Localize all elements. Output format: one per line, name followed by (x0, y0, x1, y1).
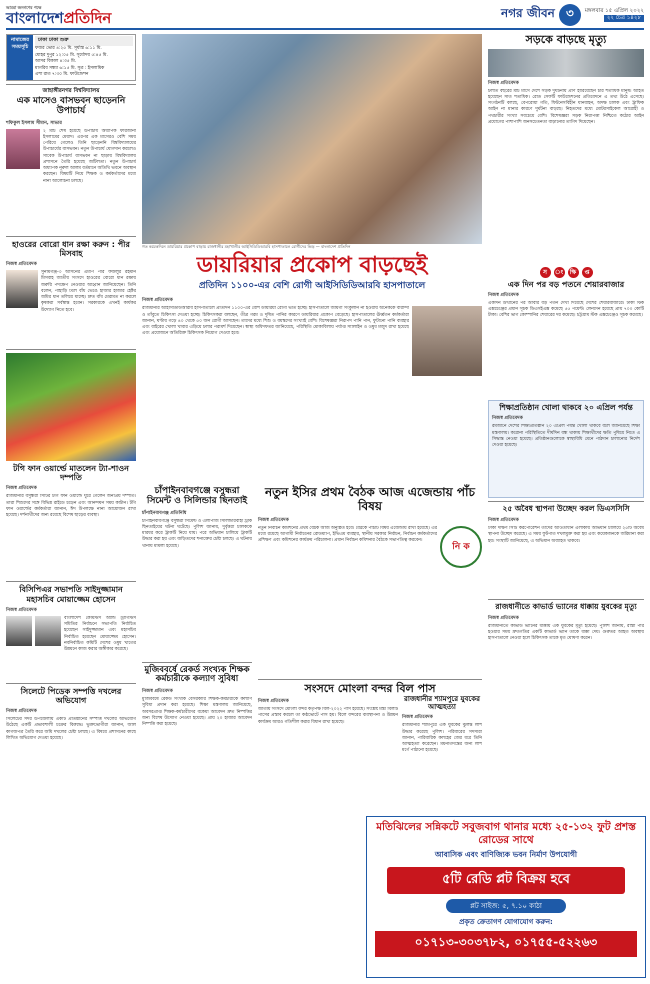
prayer-row: যোহর দুপুর ১২:০৫ মি. সূর্যোদয় ৫:৪৫ মি. (35, 52, 108, 58)
fun-world-photo (6, 353, 136, 461)
article-body: চাঁপাইনবাবগঞ্জে বসুন্ধরা সিমেন্ট ও এলপিজি সিলিন্ডারবাহী ট্রাক ছিনতাইয়ের ঘটনা ঘটেছে। পুলিশ জানায়, দুর্বৃত্তরা চালককে মারধর করে ট্রাকটি নিয়ে যায়। পরে অভিযান চালিয়ে ট্রাকটি উদ্ধার করা হয় এবং জড়িতদের শনাক্তের চেষ্টা চলছে। এ ঘটনায় থানায় মামলা হয়েছে। (142, 518, 252, 549)
prayer-row: ফজর ভোর ৪:২৫ মি. সূর্যাস্ত ৬:১১ মি. (35, 46, 102, 51)
article-headline[interactable]: নতুন ইসির প্রথম বৈঠক আজ এজেন্ডায় পাঁচ বিষয় (265, 485, 475, 513)
article-body: জাতীয় সংসদে মোংলা বন্দর কর্তৃপক্ষ বিল-২০২২ পাস হয়েছে। সংশ্লিষ্ট মন্ত্রী বিলটি পাসের প্রস্তাব করলে তা কণ্ঠভোটে পাস হয়। বিলে বন্দরের ব্যবস্থাপনা ও উন্নয়ন কার্যক্রম আরও গতিশীল করার বিধান রাখা হয়েছে। (258, 707, 398, 725)
ad-subheadline: আবাসিক এবং বাণিজ্যিক ভবন নির্মাণ উপযোগী (434, 850, 578, 860)
article-byline: নিজস্ব প্রতিবেদক (492, 416, 523, 422)
article-byline: নিজস্ব প্রতিবেদক (488, 615, 519, 621)
ad-contact-label: প্রকৃত ক্রেতাগণ যোগাযোগ করুন: (459, 918, 553, 927)
article-body: রাজধানীতে কাভার্ড ভ্যানের ধাক্কায় এক যুবকের মৃত্যু হয়েছে। পুলিশ জানায়, রাস্তা পার হওয়ার সময় দ্রুতগতির একটি কাভার্ড ভ্যান তাকে ধাক্কা দেয়। গুরুতর আহত অবস্থায় হাসপাতালে নেওয়া হলে চিকিৎসক তাকে মৃত ঘোষণা করেন। (488, 623, 644, 642)
inset-photo (412, 306, 482, 376)
article-headline[interactable]: এক মাসেও বাসভবন ছাড়েননি উপাচার্য (16, 96, 126, 117)
right-column (488, 34, 644, 670)
article-byline: নিজস্ব প্রতিবেদক (488, 292, 519, 298)
article-body: রাজধানীর আইসিডিডিআরবি হাসপাতালে প্রতিদিন ১১০০-এর বেশি ডায়রিয়া রোগী ভর্তি হচ্ছে। হাসপাতালে জায়গা সংকুলান না হওয়ায় অনেককে বারান্দা ও তাঁবুতে চিকিৎসা দেওয়া হচ্ছে। চিকিৎসকরা বলছেন, তীব্র গরম ও দূষিত পানির কারণে ডায়রিয়ার প্রকোপ বেড়েছে। হাসপাতালের ঊর্ধ্বতন কর্মকর্তারা জানান, ঘণ্টায় গড়ে ৪০ থেকে ৫০ জন রোগী আসছেন। তাদের মধ্যে শিশু ও বয়স্কদের সংখ্যাই বেশি। বিশেষজ্ঞরা নিরাপদ পানি পান, ফুটানো পানি ব্যবহার এবং বাইরের খোলা খাবার এড়িয়ে চলার পরামর্শ দিয়েছেন। স্বাস্থ্য অধিদফতর জানিয়েছে, পরিস্থিতি মোকাবিলায় পর্যাপ্ত স্যালাইন ও ওষুধ মজুদ রাখা হয়েছে এবং প্রয়োজনে অতিরিক্ত চিকিৎসক নিয়োগ দেওয়া হবে। (142, 306, 409, 337)
left-column (6, 34, 136, 791)
article-byline: নিজস্ব প্রতিবেদক (258, 517, 289, 523)
article-byline: নিজস্ব প্রতিবেদক (258, 699, 289, 705)
article-byline: শফিকুল ইসলাম সীমান, সাভার (6, 120, 62, 126)
article-byline: নিজস্ব প্রতিবেদক (488, 518, 519, 524)
article-headline[interactable]: এক দিন পর বড় পতনে শেয়ারবাজার (507, 279, 625, 289)
brief-letter: স (540, 267, 551, 278)
date-main: মঙ্গলবার ১৫ এপ্রিল ২০২২ (584, 7, 644, 14)
sub-column-2 (258, 486, 482, 807)
brief-news-banner (488, 267, 644, 278)
prayer-times-box (6, 34, 136, 81)
article-headline[interactable]: সিলেটে পিডেক সম্পত্তি দখলের অভিযোগ (20, 686, 122, 706)
article-headline[interactable]: চাঁপাইনবাবগঞ্জে বসুন্ধরা সিমেন্ট ও সিলিন্ডার ছিনতাই (146, 486, 248, 507)
article-byline: নিজস্ব প্রতিবেদক (6, 486, 37, 492)
article-body: মুজিববর্ষে রেকর্ড সংখ্যক বেসরকারি শিক্ষক-কর্মচারীকে কল্যাণ সুবিধা প্রদান করা হয়েছে। শিক্ষা মন্ত্রণালয় জানিয়েছে, অবসরপ্রাপ্ত শিক্ষক-কর্মচারীদের বকেয়া আবেদন দ্রুত নিষ্পত্তির জন্য বিশেষ উদ্যোগ নেওয়া হয়েছে। প্রায় ২০ হাজার আবেদন নিষ্পত্তি করা হয়েছে। (142, 697, 252, 728)
portrait-photo (35, 616, 61, 646)
masthead (6, 4, 644, 30)
article-body: নতুন নির্বাচন কমিশনের প্রথম বৈঠক আজ অনুষ্ঠিত হবে। বৈঠকে পাঁচটি বিষয় এজেন্ডায় রাখা হয়েছে। এর মধ্যে রয়েছে আগামী নির্বাচনের রোডম্যাপ, ইভিএম ব্যবহার, স্থানীয় সরকার নির্বাচন, নির্বাচন কর্মকর্তাদের প্রশিক্ষণ এবং কমিশনের কার্যক্রম পরিচালনা। প্রধান নির্বাচন কমিশনার বৈঠকে সভাপতিত্ব করবেন। (258, 525, 437, 544)
logo-main: বাংলাদেশ (6, 9, 64, 27)
sub-column-1 (142, 486, 252, 837)
article-body: ২ মার্চ শেষ হয়েছে উপাচার্য অধ্যাপক ফারজানা ইসলামের মেয়াদ। এরপর এক মাসেরও বেশি সময় পেরিয়ে গেলেও তিনি ছাড়েননি বিশ্ববিদ্যালয়ের উপাচার্যের বাসভবন। নতুন উপাচার্য যোগদান করলেও সাবেক উপাচার্য বাসভবন না ছাড়ায় বিশ্ববিদ্যালয় প্রশাসনে তৈরি হয়েছে জটিলতা। নতুন উপাচার্য অধ্যাপক নূরুল আলম বর্তমানে অতিথি ভবনে অবস্থান করছেন। বিষয়টি নিয়ে শিক্ষক ও কর্মকর্তাদের মধ্যে নানা আলোচনা চলছে। (43, 128, 136, 184)
article-headline[interactable]: বিসিপিএর সভাপতি সাইদুজ্জামান মহাসচিব মোয়াজ্জেম হোসেন (19, 585, 123, 604)
article-byline: নিজস্ব প্রতিবেদক (142, 298, 173, 304)
lead-headline[interactable]: ডায়রিয়ার প্রকোপ বাড়ছেই (196, 253, 428, 279)
highlight-box (488, 400, 644, 499)
prayer-row: আসর বিকাল ৪:৩৫ মি. (35, 59, 77, 65)
article-headline[interactable]: মুজিববর্ষে রেকর্ড সংখ্যক শিক্ষক কর্মচারীকে কল্যাণ সুবিধা (144, 664, 250, 685)
brief-letter: ং (554, 268, 564, 276)
article-body: সুনামগঞ্জ-৩ আসনের এমপি পীর ফজলুর রহমান মিসবাহ জাতীয় সংসদে হাওরের বোরো ধান রক্ষায় জরুরি পদক্ষেপ নেওয়ার আহ্বান জানিয়েছেন। তিনি বলেন, পাহাড়ি ঢলে বাঁধ ভেঙে হাজার হাজার হেক্টর জমির ধান তলিয়ে যাচ্ছে। দ্রুত বাঁধ মেরামত না করলে কৃষকরা সর্বস্বান্ত হবেন। সরকারকে এখনই কার্যকর উদ্যোগ নিতে হবে। (41, 270, 136, 313)
article-byline: নিজস্ব প্রতিবেদক (488, 80, 519, 86)
ad-headline: মতিঝিলের সন্নিকটে সবুজবাগ থানার মধ্যে ২৫-১৩২ ফুট প্রশস্ত রোডের সাথে (371, 821, 641, 846)
road-photo (488, 49, 644, 77)
hospital-photo (142, 34, 482, 244)
article-headline[interactable]: সড়কে বাড়ছে মৃত্যু (525, 33, 607, 46)
newspaper-logo[interactable] (6, 6, 111, 28)
prayer-row: মাগরিব সন্ধ্যা ৬:১৫ মি. সূত্র : ইসলামিক (35, 65, 105, 71)
plot-sale-advertisement[interactable] (366, 816, 646, 978)
article-body: রাজধানীর শ্যামপুরে এক যুবকের ঝুলন্ত লাশ উদ্ধার করেছে পুলিশ। পরিবারের সদস্যরা জানান, পারিবারিক কলহের জের ধরে তিনি আত্মহত্যা করেছেন। ময়নাতদন্তের জন্য লাশ মর্গে পাঠানো হয়েছে। (402, 723, 482, 754)
prayer-row: এশা রাত ৭:৩০ মি. ফাউন্ডেশন (35, 72, 89, 78)
article-byline: নিজস্ব প্রতিবেদক (402, 715, 433, 721)
dateline (585, 8, 644, 22)
brief-letter: ক্ষি (568, 267, 579, 278)
article-headline[interactable]: সংসদে মোংলা বন্দর বিল পাস (304, 681, 436, 695)
ad-phone-numbers[interactable]: ০১৭১৩-৩০৩৭৮২, ০১৭৫৫-৫২২৬৩ (375, 931, 637, 957)
article-headline[interactable]: শিক্ষাপ্রতিষ্ঠান খোলা থাকবে ২০ এপ্রিল পর্যন্ত (499, 402, 633, 412)
photo-caption: গত কয়েকদিনে ডায়রিয়ার প্রকোপ বাড়ায় রাজধানীর মহাখালীর আইসিডিডিআরবি হাসপাতালে রোগীদের ভিড় — বাংলাদেশ প্রতিদিন (142, 244, 351, 249)
article-body: বাংলাদেশ কেমিস্টস অ্যান্ড ড্রাগিস্টস সমিতির নির্বাচনে সভাপতি নির্বাচিত হয়েছেন সাইদুজ্জামান এবং মহাসচিব নির্বাচিত হয়েছেন মোয়াজ্জেম হোসেন। নবনির্বাচিত কমিটি দেশের ওষুধ খাতের উন্নয়নে কাজ করার অঙ্গীকার করেছে। (64, 615, 136, 653)
article-byline: নিজস্ব প্রতিবেদক (142, 689, 173, 695)
article-body: রমজানে দেশের শিক্ষাপ্রতিষ্ঠান ২০ এপ্রিল পর্যন্ত খোলা থাকবে বলে জানিয়েছে শিক্ষা মন্ত্রণালয়। করোনা পরিস্থিতিতে দীর্ঘদিন বন্ধ থাকায় শিক্ষার্থীদের ক্ষতি পুষিয়ে নিতে এ সিদ্ধান্ত নেওয়া হয়েছে। প্রতিষ্ঠানগুলোকে স্বাস্থ্যবিধি মেনে পাঠদান চালানোর নির্দেশ দেওয়া হয়েছে। (492, 424, 640, 449)
article-body: চলতি বছরের মার্চ মাসে দেশে সড়ক দুর্ঘটনায় প্রাণ হারিয়েছেন চার শতাধিক মানুষ। আহত হয়েছেন সাত শতাধিক। রোড সেফটি ফাউন্ডেশনের প্রতিবেদনে এ তথ্য উঠে এসেছে। সংগঠনটি বলছে, বেপরোয়া গতি, ফিটনেসবিহীন যানবাহন, অদক্ষ চালক এবং ট্রাফিক আইন না মানার কারণে দুর্ঘটনা বাড়ছে। নিহতদের মধ্যে মোটরসাইকেল আরোহী ও পথচারীর সংখ্যা সবচেয়ে বেশি। বিশেষজ্ঞরা সড়ক নিরাপত্তা নিশ্চিতে কঠোর আইন প্রয়োগের পাশাপাশি জনসচেতনতা বাড়ানোর তাগিদ দিয়েছেন। (488, 88, 644, 125)
article-byline: চাঁপাইনবাবগঞ্জ প্রতিনিধি (142, 510, 187, 516)
article-byline: নিজস্ব প্রতিবেদক (6, 709, 37, 715)
article-headline[interactable]: হাওরের বোরো ধান রক্ষা করুন : পীর মিসবাহ (12, 239, 130, 258)
date-sub: ২২ চৈত্র ১৪২৮ (604, 15, 644, 22)
article-byline: নিজস্ব প্রতিবেদক (6, 607, 37, 613)
election-commission-seal: নি ক (440, 526, 482, 568)
article-body: ঢাকা দক্ষিণ সিটি করপোরেশন তাদের আওতাধীন এলাকায় অভিযান চালিয়ে ২৫টি অবৈধ স্থাপনা উচ্ছেদ করেছে। এ সময় ফুটপাত দখলমুক্ত করা হয় এবং কয়েকজনকে জরিমানা করা হয়। সংস্থাটি জানিয়েছে, এ অভিযান অব্যাহত থাকবে। (488, 526, 644, 544)
article-body: একদিন উত্থানের পর আবার বড় পতন দেখা দিয়েছে দেশের শেয়ারবাজারে। ঢাকা স্টক এক্সচেঞ্জের প্রধান সূচক ডিএসইএক্স কমেছে ৫৫ পয়েন্ট। লেনদেন হয়েছে প্রায় ৭০০ কোটি টাকা। বেশির ভাগ কোম্পানির শেয়ারের দর কমেছে। চট্টগ্রাম স্টক এক্সচেঞ্জেও সূচক কমেছে। (488, 300, 644, 319)
page-number: ৩ (559, 4, 581, 26)
article-kicker: জাহাঙ্গীরনগর বিশ্ববিদ্যালয় (42, 88, 100, 95)
lead-subheadline: প্রতিদিন ১১০০-এর বেশি রোগী আইসিডিডিআরবি হাসপাতালে (198, 281, 426, 292)
article-byline: নিজস্ব প্রতিবেদক (6, 262, 37, 268)
section-header (501, 4, 644, 28)
article-headline[interactable]: ২৫ অবৈধ স্থাপনা উচ্ছেদ করল ডিএসসিসি (502, 504, 630, 514)
article-headline[interactable]: রাজধানীর শ্যামপুরে যুবকের আত্মহত্যা (404, 695, 480, 712)
prayer-title: ঢাকা ঢাকা শুক্র (35, 36, 133, 46)
portrait-photo (6, 616, 32, 646)
article-headline[interactable]: টগি ফান ওয়ার্ল্ডে মাতলেন ট্যা-শাওন দম্পতি (13, 464, 129, 483)
brief-letter: প্ত (582, 267, 593, 278)
section-title: নগর জীবন (501, 6, 555, 20)
portrait-photo (6, 129, 40, 169)
logo-red: প্রতিদিন (63, 9, 112, 27)
logo-tagline: আমরা জনগণের পক্ষে (6, 5, 42, 10)
ad-offer: ৫টি রেডি প্লট বিক্রয় হবে (387, 867, 625, 894)
article-body: সিলেটের সদর উপজেলায় একটি প্রতিষ্ঠানের সম্পত্তি দখলের অভিযোগ উঠেছে একটি প্রভাবশালী চক্রের বিরুদ্ধে। ভুক্তভোগীরা জানান, জাল কাগজপত্র তৈরি করে জমি দখলের চেষ্টা চলছে। এ বিষয়ে প্রশাসনের কাছে লিখিত অভিযোগ দেওয়া হয়েছে। (6, 717, 136, 741)
ad-plot-size: প্লট সাইজ: ৫, ৭.১০ কাঠা (446, 899, 566, 913)
main-column (142, 34, 482, 432)
portrait-photo (6, 270, 38, 308)
article-body: রাজধানীর বসুন্ধরা সিটির টগি ফান ওয়ার্ল্ডে ঘুরে গেলেন জনপ্রিয় দম্পতি। তারা শিশুদের সঙ্গে বিভিন্ন রাইডে চড়েন এবং আনন্দঘন সময় কাটান। টগি ফান ওয়ার্ল্ডের কর্মকর্তারা জানান, ঈদ উপলক্ষে নানা আয়োজন রাখা হয়েছে। দর্শনার্থীদের জন্য রয়েছে বিশেষ ছাড়ের ব্যবস্থা। (6, 494, 136, 519)
prayer-label: নামাজের সময়সূচি (7, 35, 33, 80)
article-headline[interactable]: রাজধানীতে কাভার্ড ভ্যানের ধাক্কায় যুবকের মৃত্যু (495, 602, 637, 612)
